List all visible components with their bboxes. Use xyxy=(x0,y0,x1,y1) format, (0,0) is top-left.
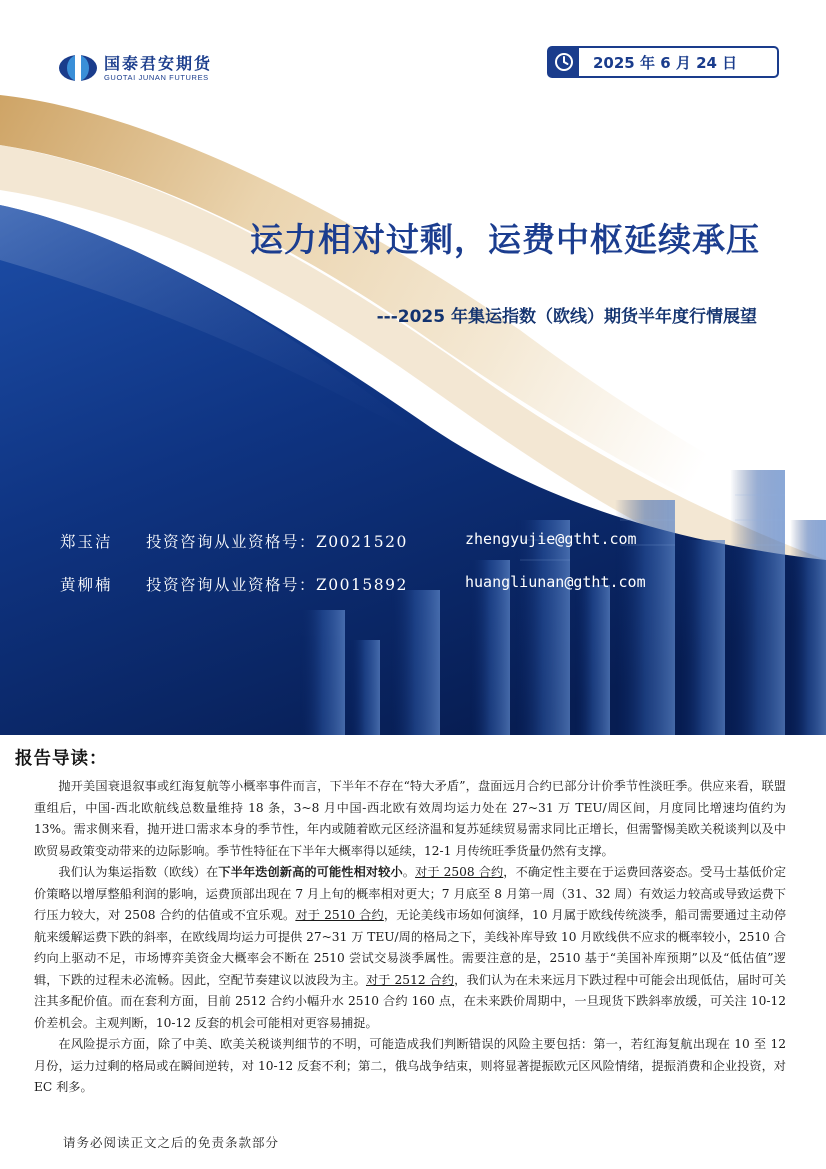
disclaimer-footer: 请务必阅读正文之后的免责条款部分 xyxy=(63,1135,280,1150)
contract-2512-label: 对于 2512 合约 xyxy=(365,972,455,987)
report-date: 2025 年 6 月 24 日 xyxy=(593,53,738,72)
logo-chinese-name: 国泰君安期货 xyxy=(104,53,213,73)
key-judgement: 下半年迭创新高的可能性相对较小 xyxy=(218,865,403,879)
analyst-name: 黄柳楠 xyxy=(60,576,113,594)
logo-mark-icon xyxy=(58,54,98,82)
contract-2508-label: 对于 2508 合约 xyxy=(415,865,504,879)
logo-english-name: GUOTAI JUNAN FUTURES xyxy=(104,72,209,82)
section-title: 报告导读： xyxy=(15,749,108,769)
clock-icon xyxy=(549,48,579,76)
report-date-box xyxy=(547,46,779,78)
report-subtitle: ---2025 年集运指数（欧线）期货半年度行情展望 xyxy=(376,307,757,327)
analyst-name: 郑玉洁 xyxy=(60,533,113,551)
analyst-email[interactable]: zhengyujie@gtht.com xyxy=(465,530,637,548)
summary-paragraph: 我们认为集运指数（欧线）在下半年迭创新高的可能性相对较小。对于 2508 合约，不确定性主要在于运费回落姿态。受马士基低价定价策略以增厚整船利润的影响，运费顶部出现在 7 月上旬的概率相对更大；7 月底至 8 月第一周（31、32 周）有效运力较高或导致运费下行压力较大，对 2508 合约的估值或不宜乐观。对于 2510 合约，无论美线市场如何演绎，10 月属于欧线传统淡季，船司需要通过主动停航来缓解运费下跌的斜率，在欧线周均运力可提供 27~31 万 TEU/周的格局之下，美线补库导致 10 月欧线供不应求的概率较小，2510 合约向上驱动不足，市场博弈美资金大概率会不断在 2510 尝试交易淡季属性。需要注意的是，2510 基于“美国补库预期”以及“低估值”逻辑，下跌的过程未必流畅。因此，空配节奏建议以波段为主。对于 2512 合约，我们认为在未来远月下跌过程中可能会出现低估，届时可关注其多配价值。而在套利方面，目前 2512 合约小幅升水 2510 合约 160 点，在未来跌价周期中，一旦现货下跌斜率放缓，可关注 10-12 价差机会。主观判断，10-12 反套的机会可能相对更容易捕捉。 xyxy=(34,865,787,1030)
analyst-certificate: 投资咨询从业资格号：Z0021520 xyxy=(146,533,408,551)
contract-2510-label: 对于 2510 合约 xyxy=(295,908,384,922)
report-summary xyxy=(34,776,786,1099)
analyst-email[interactable]: huangliunan@gtht.com xyxy=(465,573,646,591)
analyst-certificate: 投资咨询从业资格号：Z0015892 xyxy=(146,576,408,594)
report-title: 运力相对过剩，运费中枢延续承压 xyxy=(250,220,760,259)
summary-paragraph: 抛开美国衰退叙事或红海复航等小概率事件而言，下半年不存在“特大矛盾”，盘面远月合约已部分计价季节性淡旺季。供应来看，联盟重组后，中国-西北欧航线总数量维持 18 条，3~8 月中国-西北欧有效周均运力处在 27~31 万 TEU/周区间，月度同比增速均值约为 13%。需求侧来看，抛开进口需求本身的季节性，年内或随着欧元区经济温和复苏延续贸易需求同比正增长，但需警惕美欧关税谈判以及中欧贸易政策变动带来的边际影响。季节性特征在下半年大概率得以延续，12-1 月传统旺季货量仍然有支撑。 xyxy=(34,779,786,858)
summary-paragraph: 在风险提示方面，除了中美、欧美关税谈判细节的不明，可能造成我们判断错误的风险主要包括：第一，若红海复航出现在 10 至 12 月份，运力过剩的格局或在瞬间逆转，对 10-12 反套不利；第二，俄乌战争结束，则将显著提振欧元区风险情绪，提振消费和企业投资，对 EC 利多。 xyxy=(34,1037,786,1094)
company-logo xyxy=(58,54,212,82)
